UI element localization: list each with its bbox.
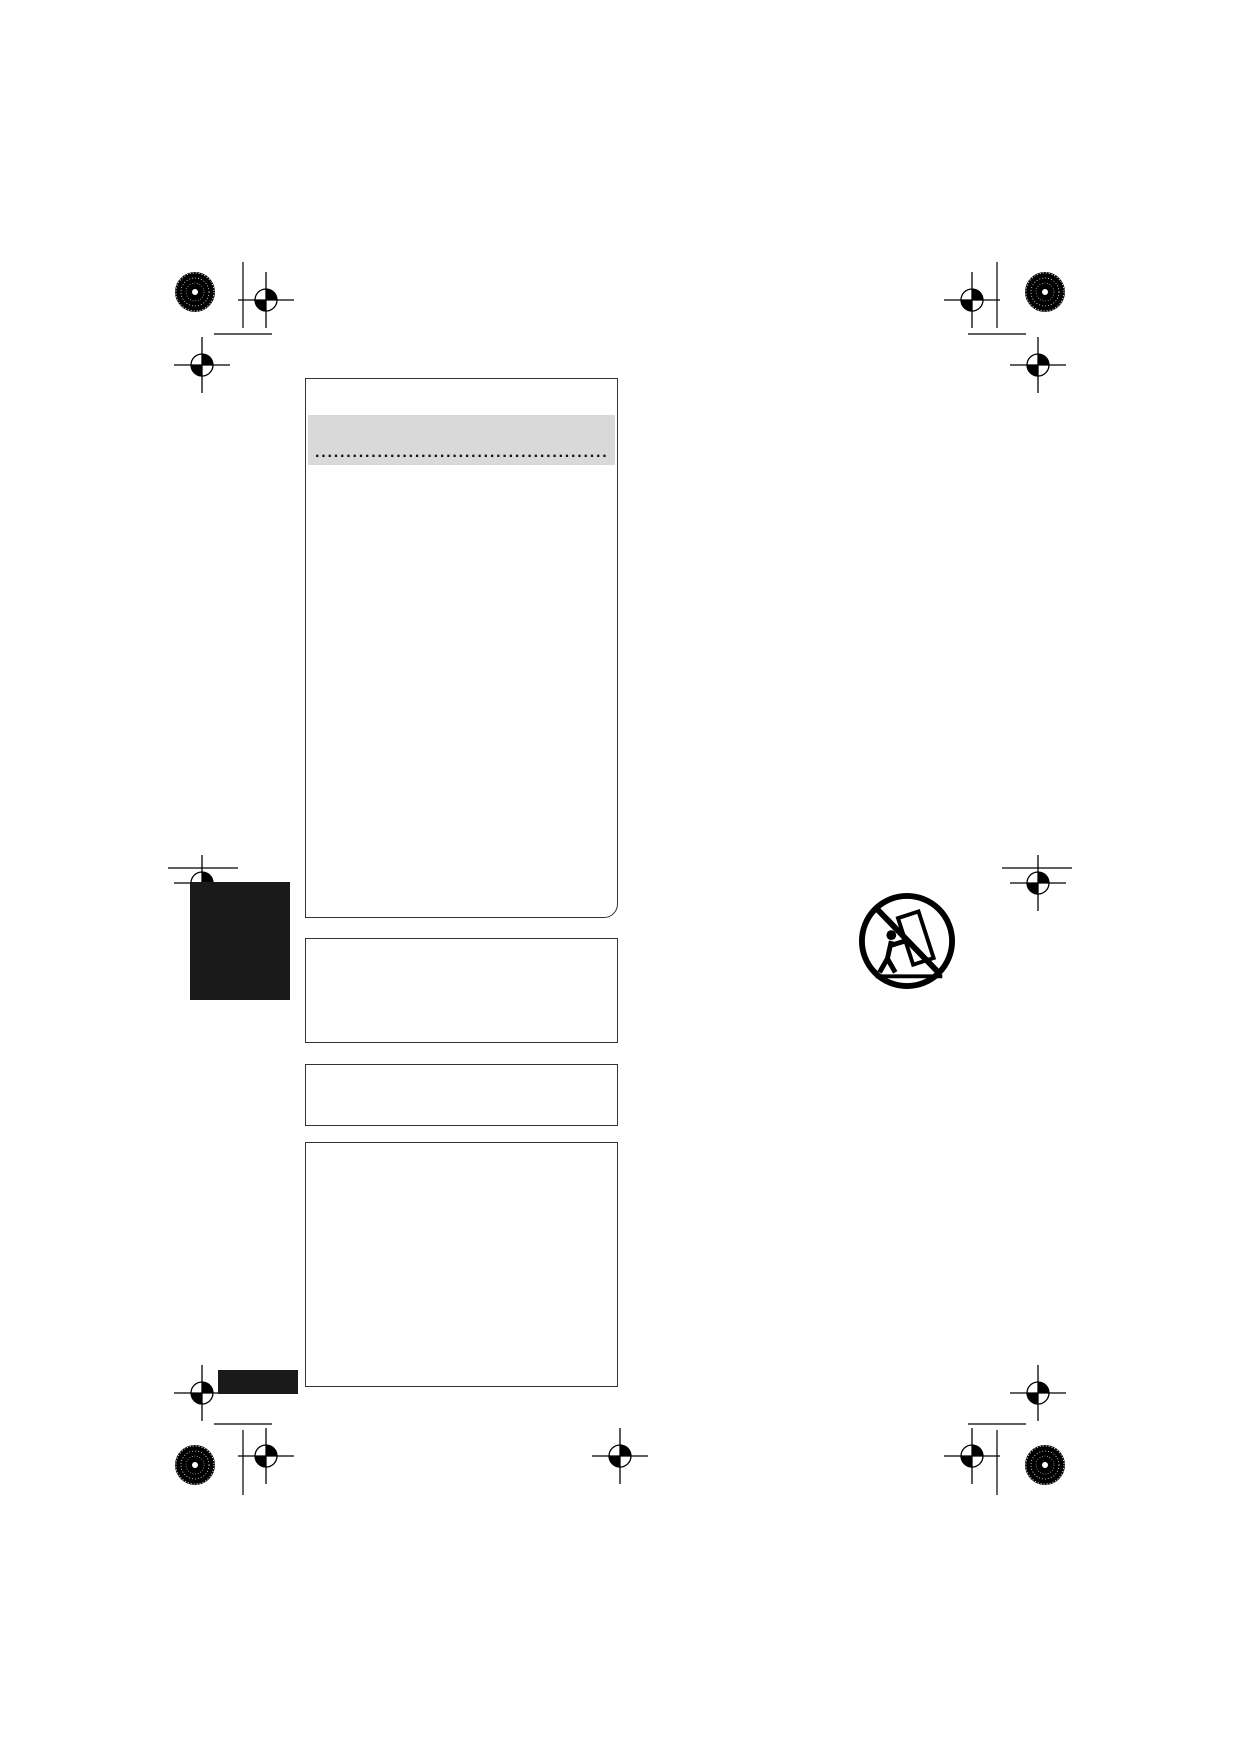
toc-preparatifs-section [308, 415, 615, 465]
table-of-contents [305, 378, 618, 918]
dts-notice [305, 1064, 618, 1126]
page-number-badge [218, 1370, 298, 1394]
toc-entry[interactable] [314, 444, 607, 461]
language-side-tab [190, 882, 290, 1000]
cart-warning-icon [858, 892, 956, 990]
toc-preparatifs-heading [314, 418, 607, 436]
macrovision-notice [305, 1142, 618, 1387]
dolby-notice [305, 938, 618, 1043]
toc-list [310, 413, 613, 490]
